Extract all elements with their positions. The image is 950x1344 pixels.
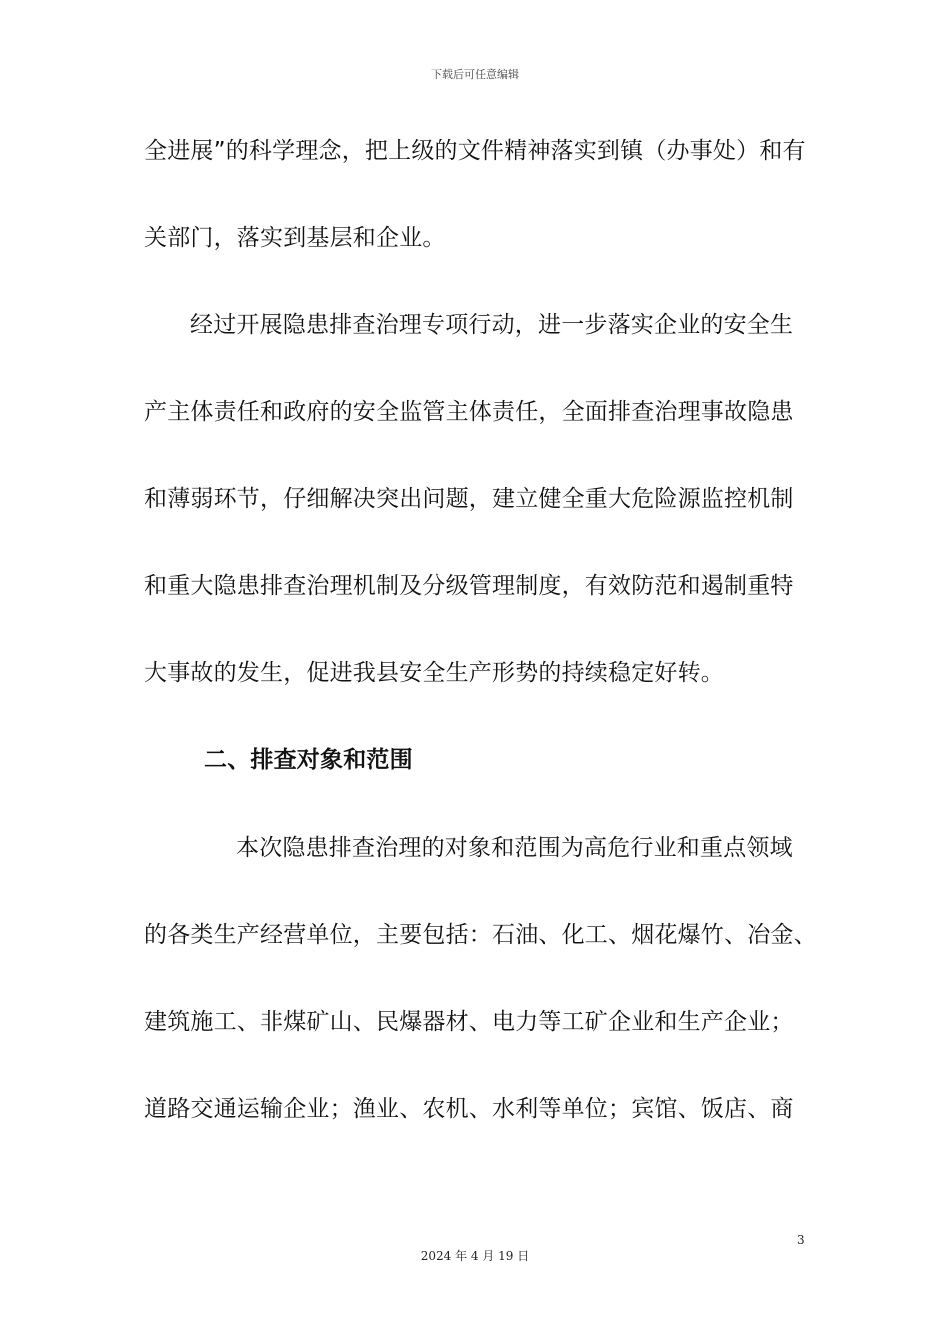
paragraph-line: 的各类生产经营单位，主要包括：石油、化工、烟花爆竹、冶金、 [144,922,817,948]
paragraph-line: 和重大隐患排查治理机制及分级管理制度，有效防范和遏制重特 [144,573,794,599]
page-number: 3 [797,1233,805,1247]
paragraph-line: 关部门，落实到基层和企业。 [144,225,446,251]
paragraph-line: 道路交通运输企业；渔业、农机、水利等单位；宾馆、饭店、商 [144,1096,794,1122]
footer-date: 2024 年 4 月 19 日 [420,1249,530,1263]
paragraph-line: 经过开展隐患排查治理专项行动，进一步落实企业的安全生 [190,312,794,338]
paragraph-line: 本次隐患排查治理的对象和范围为高危行业和重点领域 [236,835,793,861]
paragraph-line: 和薄弱环节，仔细解决突出问题，建立健全重大危险源监控机制 [144,486,794,512]
paragraph-line: 全进展”的科学理念，把上级的文件精神落实到镇（办事处）和有 [144,138,806,164]
paragraph-line: 产主体责任和政府的安全监管主体责任，全面排查治理事故隐患 [144,399,794,425]
page-header: 下载后可任意编辑 [431,68,519,81]
section-heading: 二、排查对象和范围 [204,747,413,773]
paragraph-line: 建筑施工、非煤矿山、民爆器材、电力等工矿企业和生产企业； [144,1009,794,1035]
paragraph-line: 大事故的发生，促进我县安全生产形势的持续稳定好转。 [144,660,724,686]
